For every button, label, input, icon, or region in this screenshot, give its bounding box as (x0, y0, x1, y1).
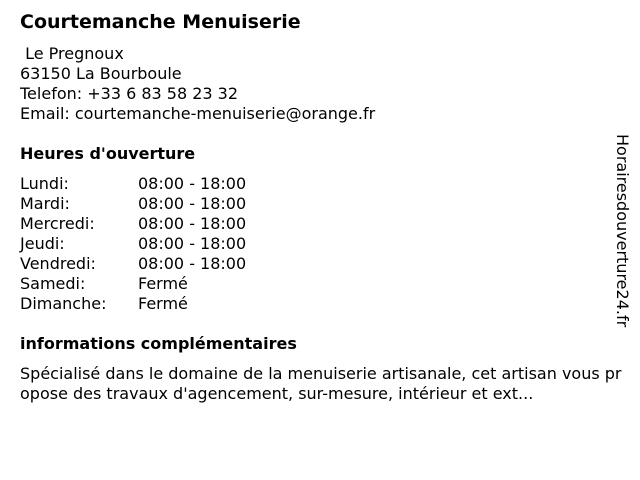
email-address: Email: courtemanche-menuiserie@orange.fr (20, 104, 376, 123)
street-address: Le Pregnoux (20, 44, 124, 63)
day-label: Mercredi: (20, 214, 95, 233)
day-label: Vendredi: (20, 254, 96, 273)
hours-row-tuesday (20, 194, 625, 214)
time-value: 08:00 - 18:00 (138, 174, 247, 193)
hours-row-saturday (20, 274, 625, 294)
phone-number: Telefon: +33 6 83 58 23 32 (20, 84, 239, 103)
time-value: Fermé (138, 294, 188, 313)
day-label: Mardi: (20, 194, 70, 213)
hours-row-monday (20, 174, 625, 194)
hours-row-wednesday (20, 214, 625, 234)
time-value: Fermé (138, 274, 188, 293)
hours-table (20, 174, 625, 314)
info-title: informations complémentaires (20, 334, 297, 353)
site-watermark: Horairesdouverture24.fr (613, 134, 632, 328)
time-value: 08:00 - 18:00 (138, 234, 247, 253)
business-name: Courtemanche Menuiserie (20, 11, 301, 33)
hours-row-sunday (20, 294, 625, 314)
day-label: Samedi: (20, 274, 86, 293)
time-value: 08:00 - 18:00 (138, 214, 247, 233)
hours-row-friday (20, 254, 625, 274)
address-block (20, 44, 625, 124)
time-value: 08:00 - 18:00 (138, 194, 247, 213)
hours-row-thursday (20, 234, 625, 254)
hours-title: Heures d'ouverture (20, 144, 196, 163)
business-description: Spécialisé dans le domaine de la menuiserie artisanale, cet artisan vous propose des travaux d'agencement, sur-mesure, intérieur et ext... (20, 364, 622, 403)
day-label: Lundi: (20, 174, 69, 193)
business-card (20, 10, 625, 404)
city-address: 63150 La Bourboule (20, 64, 182, 83)
day-label: Dimanche: (20, 294, 107, 313)
time-value: 08:00 - 18:00 (138, 254, 247, 273)
day-label: Jeudi: (20, 234, 65, 253)
